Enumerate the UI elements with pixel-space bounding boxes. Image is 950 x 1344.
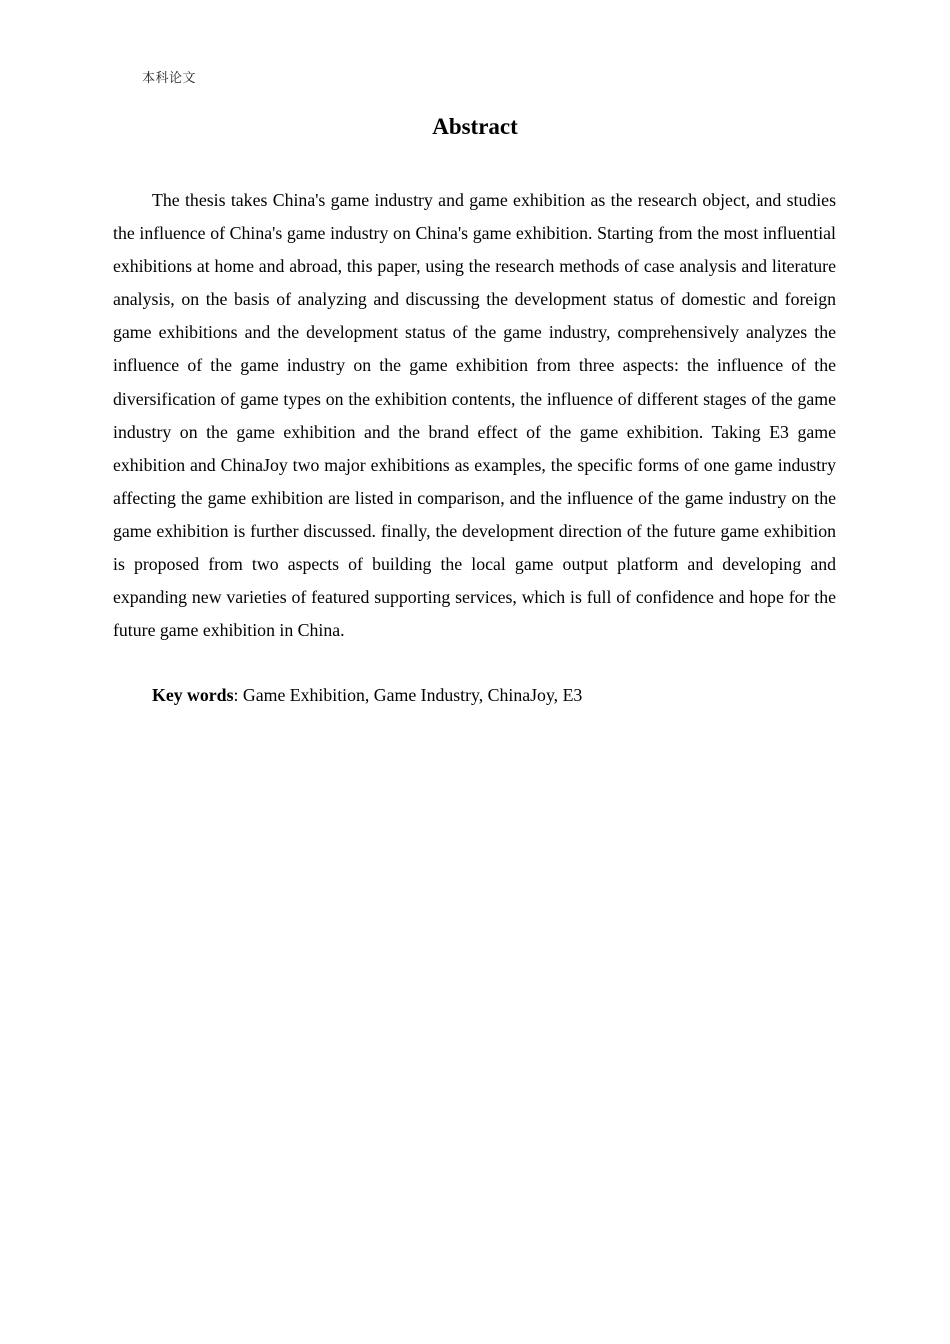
keywords-line	[113, 679, 836, 712]
keywords-list: Game Exhibition, Game Industry, ChinaJoy, E3	[242, 685, 583, 705]
page-title: Abstract	[432, 114, 518, 139]
keywords-separator: :	[233, 685, 243, 705]
running-header: 本科论文	[142, 71, 197, 86]
keywords-label: Key words	[152, 685, 234, 705]
abstract-body: The thesis takes China's game industry and game exhibition as the research object, and studies the influence of China's game industry on China's game exhibition. Starting from the most influential exhibitions at home and abroad, this paper, using the research methods of case analysis and literature analysis, on the basis of analyzing and discussing the development status of domestic and foreign game exhibitions and the development status of the game industry, comprehensively analyzes the influence of the game industry on the game exhibition from three aspects: the influence of the diversification of game types on the exhibition contents, the influence of different stages of the game industry on the game exhibition and the brand effect of the game exhibition. Taking E3 game exhibition and ChinaJoy two major exhibitions as examples, the specific forms of one game industry affecting the game exhibition are listed in comparison, and the influence of the game industry on the game exhibition is further discussed. finally, the development direction of the future game exhibition is proposed from two aspects of building the local game output platform and developing and expanding new varieties of featured supporting services, which is full of confidence and hope for the future game exhibition in China.	[113, 190, 836, 641]
